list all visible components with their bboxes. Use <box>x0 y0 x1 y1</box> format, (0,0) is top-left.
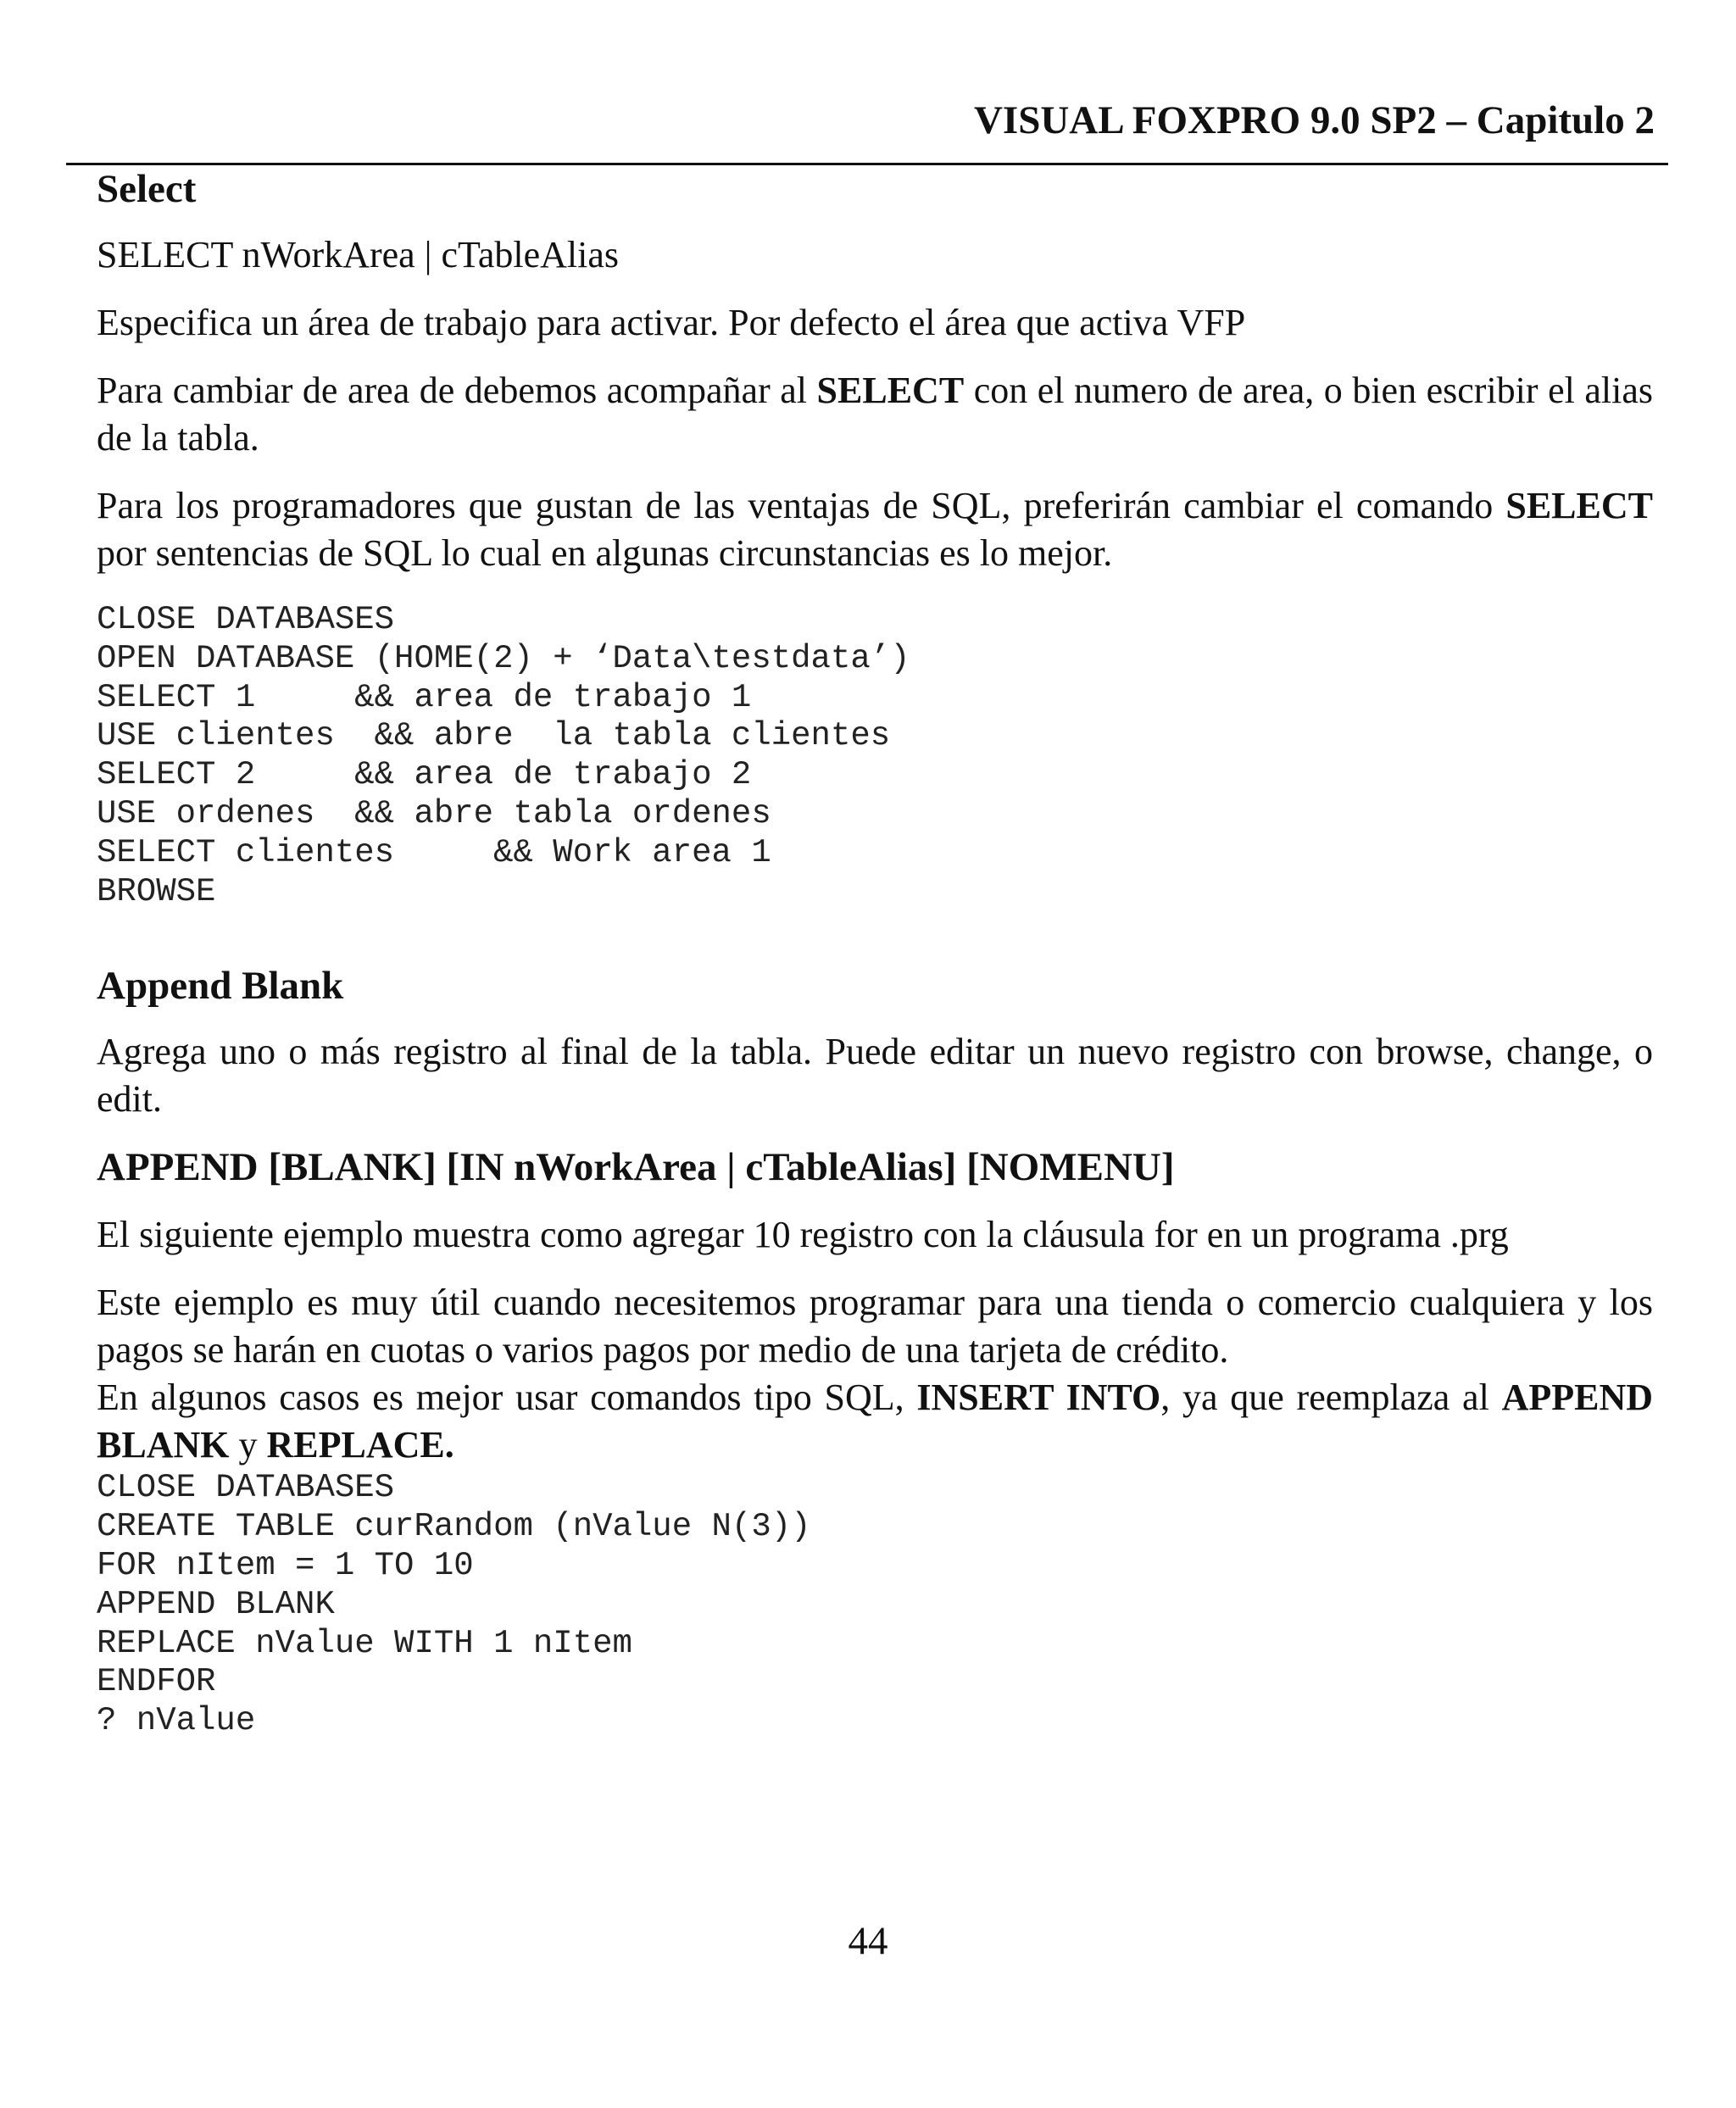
select-paragraph-change-area-text-a: Para cambiar de area de debemos acompañar al <box>97 370 817 411</box>
append-heading: Append Blank <box>97 964 344 1009</box>
select-paragraph-change-area-text-b: con el numero de area, o bien escribir el alias de la tabla. <box>97 370 1653 459</box>
insert-into-keyword: INSERT INTO <box>916 1377 1161 1419</box>
running-header: VISUAL FOXPRO 9.0 SP2 – Capitulo 2 <box>973 98 1655 142</box>
select-keyword: SELECT <box>816 370 965 411</box>
select-paragraph-sql <box>97 482 1653 577</box>
append-sql-note-text-b: , ya que reemplaza al <box>1160 1377 1502 1419</box>
select-syntax: SELECT nWorkArea | cTableAlias <box>97 234 619 275</box>
select-code-example: CLOSE DATABASES OPEN DATABASE (HOME(2) + ‘Data\testdata’) SELECT 1 && area de trabajo 1 USE clientes && abre la tabla clientes SELECT 2 && area de trabajo 2 USE ordenes && abre tabla ordenes SELECT clientes && Work area 1 BROWSE <box>97 601 910 910</box>
page-content <box>97 164 1653 1741</box>
append-description: Agrega uno o más registro al final de la tabla. Puede editar un nuevo registro con browse, change, o edit. <box>97 1031 1653 1121</box>
select-heading: Select <box>97 167 197 211</box>
append-sql-note-text-c: y <box>229 1424 267 1466</box>
append-sql-note <box>97 1374 1653 1469</box>
select-keyword: SELECT <box>1505 485 1653 526</box>
replace-keyword: REPLACE. <box>266 1424 454 1466</box>
select-paragraph-change-area <box>97 367 1653 462</box>
select-description: Especifica un área de trabajo para activar. Por defecto el área que activa VFP <box>97 302 1246 343</box>
append-example-intro: El siguiente ejemplo muestra como agregar 10 registro con la cláusula for en un programa .prg <box>97 1214 1509 1256</box>
append-syntax: APPEND [BLANK] [IN nWorkArea | cTableAlias] [NOMENU] <box>97 1145 1175 1190</box>
append-sql-note-text-a: En algunos casos es mejor usar comandos tipo SQL, <box>97 1377 917 1419</box>
append-blank-keyword: APPEND BLANK <box>97 1377 1653 1466</box>
page-number: 44 <box>848 1919 888 1963</box>
select-paragraph-sql-text-a: Para los programadores que gustan de las ventajas de SQL, preferirán cambiar el comando <box>97 485 1506 526</box>
append-code-example: CLOSE DATABASES CREATE TABLE curRandom (nValue N(3)) FOR nItem = 1 TO 10 APPEND BLANK REPLACE nValue WITH 1 nItem ENDFOR ? nValue <box>97 1469 811 1740</box>
append-example-usage: Este ejemplo es muy útil cuando necesitemos programar para una tienda o comercio cualquiera y los pagos se harán en cuotas o varios pagos por medio de una tarjeta de crédito. <box>97 1282 1653 1371</box>
select-paragraph-sql-text-b: por sentencias de SQL lo cual en algunas circunstancias es lo mejor. <box>97 532 1113 574</box>
